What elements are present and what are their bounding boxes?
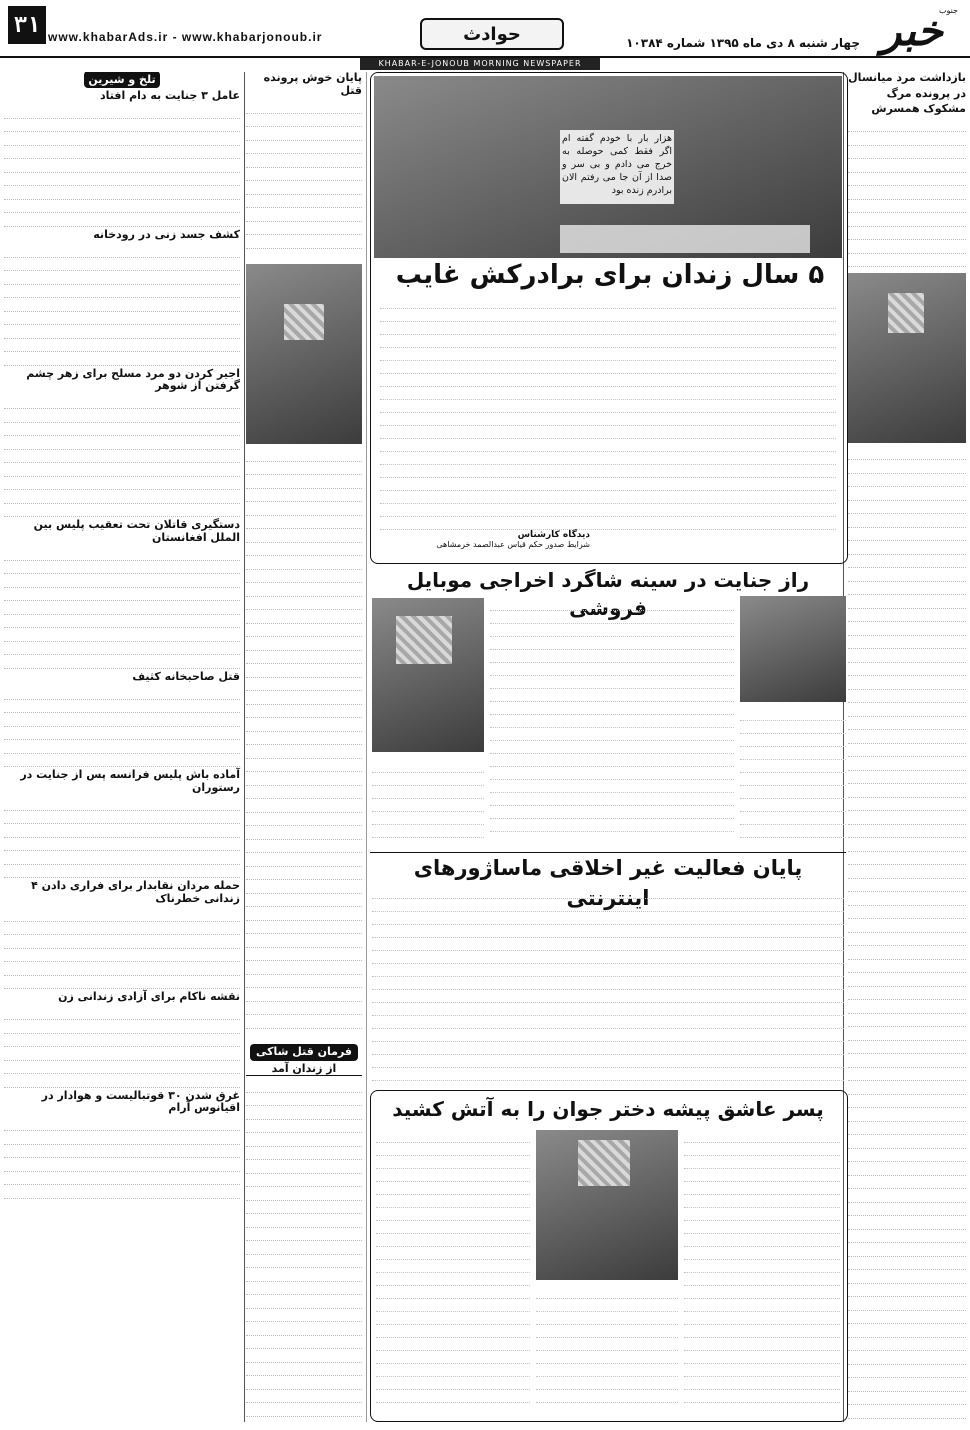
expert-byline	[380, 530, 590, 549]
mid-title-1: پایان خوش پرونده قتل	[263, 72, 362, 97]
story4-text-left	[376, 1130, 530, 1414]
mid-title-3: از زندان آمد	[246, 1063, 362, 1077]
left-news-headline: آماده باش پلیس فرانسه پس از جنایت در رستوران	[20, 768, 240, 794]
story3-headline: پایان فعالیت غیر اخلاقی ماساژورهای اینترنتی	[370, 852, 846, 883]
section-title: حوادث	[420, 18, 564, 50]
website-url: www.khabarAds.ir - www.khabarjonoub.ir	[48, 30, 323, 44]
right-photo	[848, 273, 966, 443]
left-news-headline: حمله مردان نقابدار برای فراری دادن ۴ زندانی خطرناک	[31, 879, 240, 905]
byline-label: دیدگاه کارشناس	[517, 530, 590, 540]
left-news-list	[4, 90, 240, 1199]
left-news-body	[4, 908, 240, 989]
right-title-1: بازداشت مرد میانسال	[848, 72, 966, 84]
left-news-body	[4, 244, 240, 366]
face-blur	[578, 1140, 630, 1186]
main-quote: هزار بار با خودم گفته ام اگر فقط کمی حوصله به خرج می دادم و بی سر و صدا از آن جا می رفتم الان برادرم زنده بود	[560, 130, 674, 204]
left-news-body	[4, 547, 240, 669]
story4-headline: پسر عاشق پیشه دختر جوان را به آتش کشید	[392, 1097, 824, 1121]
left-news-headline: عامل ۳ جنایت به دام افتاد	[100, 88, 240, 102]
left-news-headline: کشف جسد زنی در رودخانه	[93, 227, 240, 241]
left-news-body	[4, 1118, 240, 1199]
story4-text-center	[536, 1286, 678, 1414]
left-news-body	[4, 396, 240, 518]
left-news-body	[4, 797, 240, 878]
logo-text: خبر	[881, 6, 943, 55]
story2-text-2	[372, 760, 484, 844]
mid-title-2: فرمان قتل شاکی	[250, 1044, 358, 1061]
main-story-text	[380, 296, 836, 542]
left-news-body	[4, 686, 240, 767]
mid-text-3	[246, 1079, 362, 1422]
story3-text	[372, 886, 844, 1086]
mid-text-1	[246, 100, 362, 260]
dateline: چهار شنبه ۸ دی ماه ۱۳۹۵ شماره ۱۰۳۸۴	[626, 36, 860, 50]
face-blur	[888, 293, 924, 333]
story2-text-3	[740, 708, 846, 844]
story2-headline: راز جنایت در سینه شاگرد اخراجی موبایل فروشی	[406, 568, 810, 620]
main-headline: ۵ سال زندان برای برادرکش غایب	[395, 260, 825, 290]
logo-subtitle: جنوب	[938, 6, 958, 15]
left-news-body	[4, 1007, 240, 1088]
left-news-headline: دستگیری قاتلان تحت تعقیب پلیس بین الملل افغانستان	[33, 518, 240, 544]
left-news-headline: اجیر کردن دو مرد مسلح برای زهر چشم گرفتن از شوهر	[26, 366, 240, 392]
mid-photo	[246, 264, 362, 444]
right-title-2: در پرونده مرگ	[886, 86, 966, 100]
left-column-heading: تلخ و شیرین	[4, 74, 240, 87]
left-news-headline: قتل صاحبخانه کثیف	[132, 669, 240, 683]
left-news-headline: غرق شدن ۳۰ قوتبالیست و هوادار در اقیانوس آرام	[41, 1088, 240, 1114]
page-number: ۳۱	[8, 6, 46, 44]
mid-text-2	[246, 448, 362, 1038]
sub-banner: KHABAR-E-JONOUB MORNING NEWSPAPER	[360, 58, 600, 70]
story4-text-right	[684, 1130, 840, 1414]
masthead	[0, 0, 970, 70]
story2-photo-right	[740, 596, 846, 702]
left-news-body	[4, 105, 240, 227]
middle-left-column	[246, 72, 367, 1422]
left-column	[4, 72, 245, 1422]
right-column-text-2	[848, 447, 966, 1423]
right-column	[843, 72, 966, 1422]
byline-text: شرایط صدور حکم قیاس عبدالصمد خرمشاهی	[436, 540, 590, 549]
right-column-text	[848, 119, 966, 269]
face-blur	[396, 616, 452, 664]
face-blur	[284, 304, 324, 340]
story2-text	[490, 598, 734, 844]
right-title-3: مشکوک همسرش	[871, 102, 966, 115]
courtroom-sign	[560, 225, 810, 253]
left-news-headline: نقشه ناکام برای آزادی زندانی زن	[58, 990, 240, 1003]
